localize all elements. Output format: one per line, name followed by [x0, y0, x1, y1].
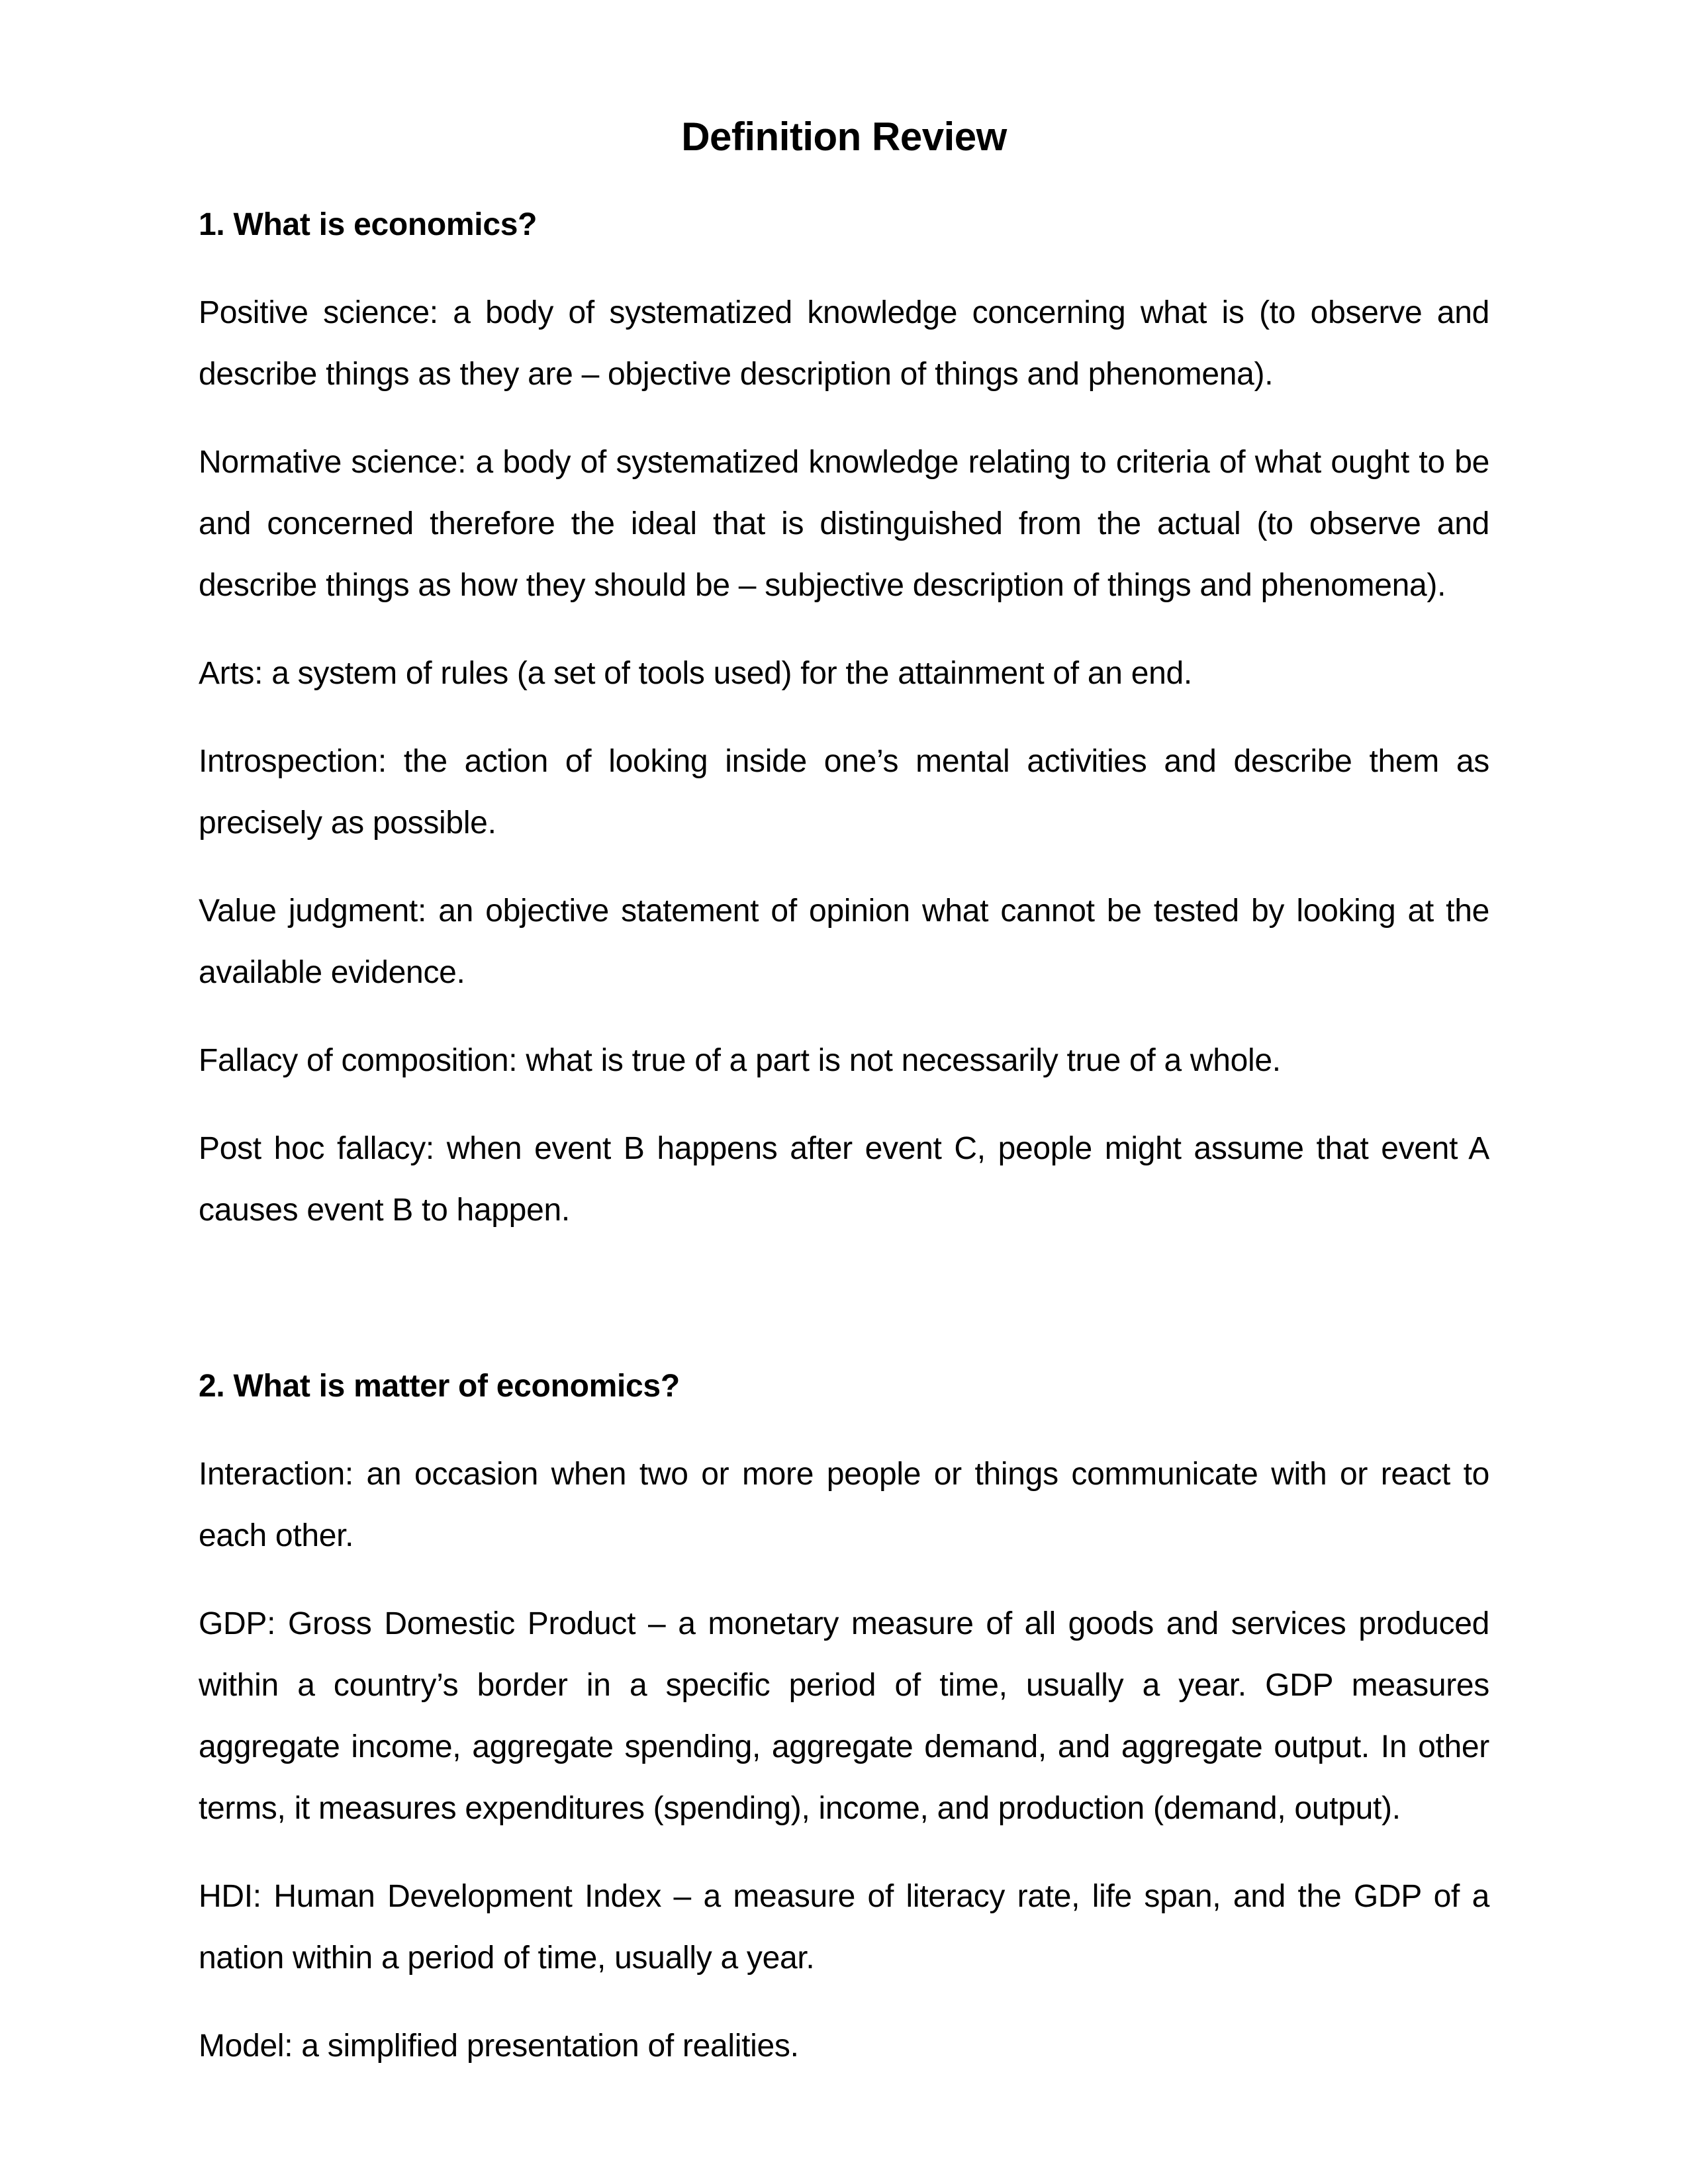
section-2-heading: 2. What is matter of economics?	[199, 1369, 680, 1404]
definition-paragraph-introspection: Introspection: the action of looking inside one’s mental activities and describe them as precisely as possible.	[199, 744, 1489, 841]
section-1-heading: 1. What is economics?	[199, 207, 538, 242]
definition-paragraph-arts: Arts: a system of rules (a set of tools used) for the attainment of an end.	[199, 656, 1192, 691]
definition-paragraph-fallacy-of-composition: Fallacy of composition: what is true of a part is not necessarily true of a whole.	[199, 1043, 1281, 1078]
document-title: Definition Review	[681, 114, 1007, 159]
definition-paragraph-interaction: Interaction: an occasion when two or more people or things communicate with or react to each other.	[199, 1457, 1489, 1553]
definition-paragraph-hdi: HDI: Human Development Index – a measure of literacy rate, life span, and the GDP of a nation within a period of time, usually a year.	[199, 1879, 1489, 1976]
definition-paragraph-normative-science: Normative science: a body of systematized knowledge relating to criteria of what ought to be and concerned therefore the ideal that is distinguished from the actual (to observe and describe things as how they should be – subjective description of things and phenomena).	[199, 445, 1489, 603]
definition-paragraph-model: Model: a simplified presentation of realities.	[199, 2028, 799, 2064]
definition-paragraph-gdp: GDP: Gross Domestic Product – a monetary measure of all goods and services produced within a country’s border in a specific period of time, usually a year. GDP measures aggregate income, aggregate spending, aggregate demand, and aggregate output. In other terms, it measures expenditures (spending), income, and production (demand, output).	[199, 1606, 1489, 1826]
definition-paragraph-post-hoc-fallacy: Post hoc fallacy: when event B happens after event C, people might assume that event A causes event B to happen.	[199, 1131, 1489, 1228]
definition-paragraph-positive-science: Positive science: a body of systematized knowledge concerning what is (to observe and describe things as they are – objective description of things and phenomena).	[199, 295, 1489, 392]
definition-paragraph-value-judgment: Value judgment: an objective statement of opinion what cannot be tested by looking at the available evidence.	[199, 893, 1489, 990]
blank-line	[199, 1267, 1489, 1329]
